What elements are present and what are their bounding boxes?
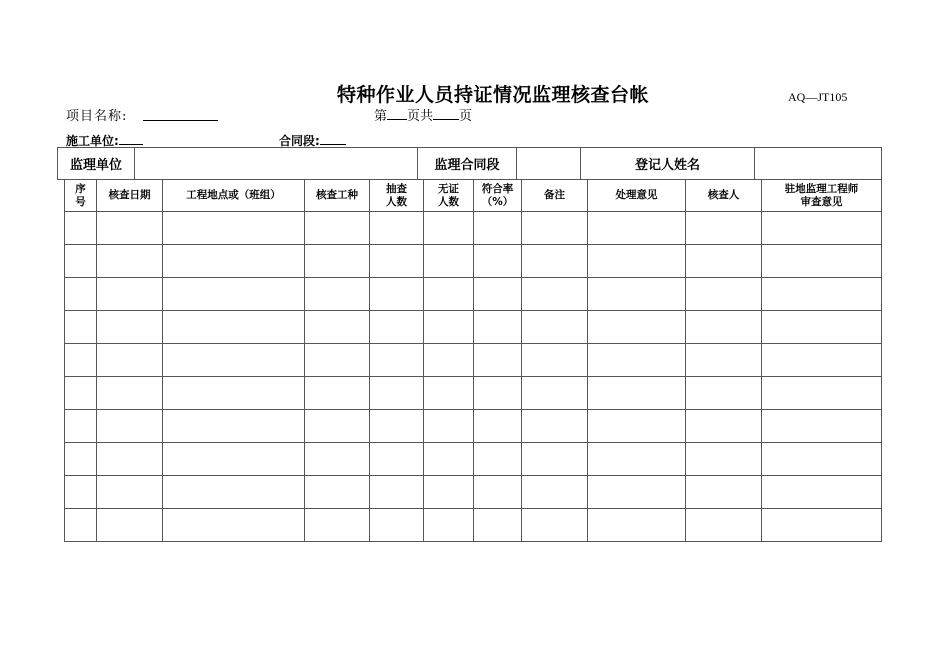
table-cell[interactable] (762, 311, 882, 344)
table-cell[interactable] (588, 278, 686, 311)
table-cell[interactable] (163, 509, 305, 542)
table-cell[interactable] (424, 212, 474, 245)
table-cell[interactable] (370, 377, 424, 410)
table-cell[interactable] (762, 278, 882, 311)
column-header-line: 审查意见 (800, 195, 843, 208)
table-cell[interactable] (588, 311, 686, 344)
supervision-unit-label: 监理单位 (58, 148, 135, 180)
table-row (65, 311, 882, 344)
table-cell[interactable] (370, 212, 424, 245)
table-cell[interactable] (424, 443, 474, 476)
table-cell[interactable] (370, 476, 424, 509)
table-cell[interactable] (65, 278, 97, 311)
table-cell[interactable] (65, 509, 97, 542)
page-total-field[interactable] (433, 108, 459, 120)
table-row (65, 410, 882, 443)
header-row (65, 180, 882, 212)
table-cell[interactable] (370, 410, 424, 443)
table-cell[interactable] (65, 377, 97, 410)
table-cell[interactable] (97, 509, 163, 542)
table-cell[interactable] (163, 377, 305, 410)
table-cell[interactable] (588, 443, 686, 476)
table-cell[interactable] (522, 278, 588, 311)
column-header-line: 处理意见 (615, 189, 658, 201)
table-cell[interactable] (370, 278, 424, 311)
table-cell[interactable] (522, 509, 588, 542)
table-cell[interactable] (522, 212, 588, 245)
table-cell[interactable] (370, 443, 424, 476)
table-cell[interactable] (305, 344, 370, 377)
table-row (65, 509, 882, 542)
table-cell[interactable] (474, 509, 522, 542)
table-cell[interactable] (424, 278, 474, 311)
table-cell[interactable] (163, 410, 305, 443)
table-cell[interactable] (686, 344, 762, 377)
table-cell[interactable] (762, 344, 882, 377)
column-header-line: 序 (75, 182, 86, 195)
table-cell[interactable] (522, 410, 588, 443)
page-suffix: 页 (459, 109, 473, 124)
column-header (65, 180, 97, 212)
table-cell[interactable] (305, 443, 370, 476)
table-cell[interactable] (65, 410, 97, 443)
table-cell[interactable] (65, 311, 97, 344)
table-cell[interactable] (163, 344, 305, 377)
table-cell[interactable] (97, 443, 163, 476)
column-header-line: 号 (75, 195, 86, 208)
page-prefix: 第 (374, 109, 388, 124)
table-cell[interactable] (474, 476, 522, 509)
table-cell[interactable] (522, 311, 588, 344)
column-header (762, 180, 882, 212)
table-cell[interactable] (474, 311, 522, 344)
table-cell[interactable] (762, 443, 882, 476)
table-cell[interactable] (522, 476, 588, 509)
table-cell[interactable] (762, 245, 882, 278)
contract-section-label: 合同段: (279, 134, 320, 148)
table-cell[interactable] (762, 212, 882, 245)
table-cell[interactable] (65, 245, 97, 278)
table-cell[interactable] (588, 344, 686, 377)
page-middle: 页共 (407, 109, 434, 124)
table-cell[interactable] (305, 311, 370, 344)
table-row (65, 443, 882, 476)
table-cell[interactable] (424, 509, 474, 542)
supervision-contract-label: 监理合同段 (418, 148, 517, 180)
table-cell[interactable] (424, 245, 474, 278)
project-name-field[interactable] (143, 120, 218, 121)
table-cell[interactable] (686, 410, 762, 443)
table-cell[interactable] (686, 311, 762, 344)
table-cell[interactable] (97, 410, 163, 443)
table-row (65, 344, 882, 377)
table-cell[interactable] (686, 212, 762, 245)
table-row (65, 476, 882, 509)
table-row (65, 212, 882, 245)
column-header (424, 180, 474, 212)
column-header (163, 180, 305, 212)
table-cell[interactable] (588, 377, 686, 410)
table-cell[interactable] (474, 410, 522, 443)
table-cell[interactable] (474, 245, 522, 278)
table-cell[interactable] (370, 245, 424, 278)
project-name-label: 项目名称: (66, 109, 128, 124)
column-header (588, 180, 686, 212)
table-cell[interactable] (474, 377, 522, 410)
column-header-line: 驻地监理工程师 (784, 182, 859, 195)
table-cell[interactable] (305, 278, 370, 311)
table-row (65, 278, 882, 311)
table-row (65, 245, 882, 278)
column-header-line: 人数 (438, 195, 459, 208)
column-header (474, 180, 522, 212)
table-cell[interactable] (474, 344, 522, 377)
table-cell[interactable] (305, 410, 370, 443)
table-cell[interactable] (163, 212, 305, 245)
table-cell[interactable] (65, 344, 97, 377)
table-cell[interactable] (762, 509, 882, 542)
table-cell[interactable] (65, 476, 97, 509)
column-header-line: 备注 (544, 189, 565, 201)
table-row (65, 377, 882, 410)
table-cell[interactable] (305, 377, 370, 410)
table-cell[interactable] (424, 476, 474, 509)
table-cell[interactable] (370, 509, 424, 542)
table-cell[interactable] (686, 476, 762, 509)
table-cell[interactable] (163, 245, 305, 278)
table-cell[interactable] (424, 311, 474, 344)
form-code: AQ—JT105 (788, 90, 848, 104)
table-cell[interactable] (97, 344, 163, 377)
column-header-line: 核查工种 (316, 189, 358, 201)
table-cell[interactable] (686, 509, 762, 542)
column-header (370, 180, 424, 212)
column-header (686, 180, 762, 212)
table-cell[interactable] (163, 278, 305, 311)
table-cell[interactable] (686, 377, 762, 410)
table-cell[interactable] (97, 311, 163, 344)
page-number (374, 105, 472, 124)
column-header-line: 核查日期 (108, 189, 151, 201)
table-cell[interactable] (370, 344, 424, 377)
table-cell[interactable] (686, 278, 762, 311)
table-cell[interactable] (424, 410, 474, 443)
column-header (305, 180, 370, 212)
table-cell[interactable] (474, 443, 522, 476)
supervision-contract-field[interactable] (517, 148, 581, 180)
registrant-label: 登记人姓名 (581, 148, 755, 180)
table-cell[interactable] (522, 443, 588, 476)
column-header-line: 工程地点或（班组） (186, 189, 281, 201)
column-header (522, 180, 588, 212)
table-cell[interactable] (522, 344, 588, 377)
table-cell[interactable] (762, 377, 882, 410)
table-cell[interactable] (588, 509, 686, 542)
ledger-table (64, 179, 882, 542)
construction-unit-label: 施工单位: (66, 134, 119, 148)
table-cell[interactable] (305, 245, 370, 278)
column-header-line: （%） (481, 195, 514, 208)
table-cell[interactable] (424, 344, 474, 377)
table-cell[interactable] (762, 476, 882, 509)
table-cell[interactable] (97, 377, 163, 410)
info-table (57, 147, 882, 180)
table-cell[interactable] (588, 212, 686, 245)
column-header (97, 180, 163, 212)
table-cell[interactable] (686, 245, 762, 278)
table-cell[interactable] (588, 245, 686, 278)
construction-unit-field[interactable] (119, 133, 143, 145)
column-header-line: 人数 (386, 195, 407, 208)
page-number-field[interactable] (387, 108, 407, 120)
table-cell[interactable] (65, 443, 97, 476)
column-header-line: 核查人 (707, 189, 740, 201)
table-cell[interactable] (305, 476, 370, 509)
column-header-line: 符合率 (481, 182, 514, 195)
table-cell[interactable] (522, 377, 588, 410)
table-cell[interactable] (522, 245, 588, 278)
table-cell[interactable] (686, 443, 762, 476)
table-cell[interactable] (97, 476, 163, 509)
column-header-line: 无证 (438, 182, 459, 195)
ledger-body (65, 180, 882, 542)
table-cell[interactable] (97, 245, 163, 278)
table-cell[interactable] (305, 212, 370, 245)
column-header-line: 抽查 (386, 182, 407, 195)
registrant-field[interactable] (755, 148, 882, 180)
table-cell[interactable] (163, 443, 305, 476)
supervision-unit-field[interactable] (135, 148, 418, 180)
table-cell[interactable] (424, 377, 474, 410)
table-cell[interactable] (65, 212, 97, 245)
table-cell[interactable] (97, 278, 163, 311)
page-title: 特种作业人员持证情况监理核查台帐 (336, 84, 649, 106)
table-cell[interactable] (762, 410, 882, 443)
table-cell[interactable] (97, 212, 163, 245)
table-cell[interactable] (588, 410, 686, 443)
contract-section-field[interactable] (320, 133, 346, 145)
table-cell[interactable] (588, 476, 686, 509)
table-cell[interactable] (163, 476, 305, 509)
table-cell[interactable] (370, 311, 424, 344)
table-cell[interactable] (474, 212, 522, 245)
table-cell[interactable] (474, 278, 522, 311)
table-cell[interactable] (305, 509, 370, 542)
table-cell[interactable] (163, 311, 305, 344)
